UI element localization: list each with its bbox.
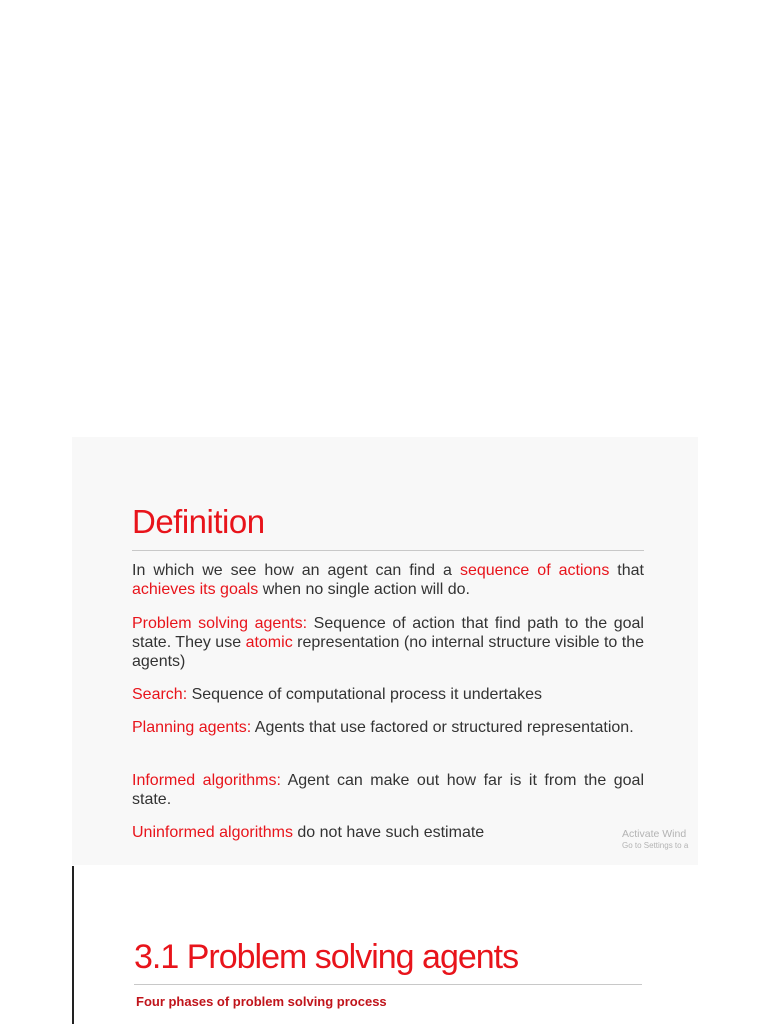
highlighted-term: achieves its goals (132, 581, 259, 598)
body-text: Agents that use factored or structured representation. (251, 719, 634, 736)
activate-windows-watermark (622, 827, 688, 851)
body-text: that (609, 562, 644, 579)
slide-title: 3.1 Problem solving agents (134, 938, 519, 976)
watermark-subline: Go to Settings to a (622, 841, 689, 850)
subheading: Four phases of problem solving process (136, 994, 387, 1009)
paragraph (132, 685, 644, 704)
highlighted-term: Planning agents: (132, 719, 252, 736)
body-text: Sequence of computational process it undertakes (187, 686, 543, 703)
paragraph (132, 823, 644, 842)
highlighted-term: Problem solving agents: (132, 615, 308, 632)
slide-problem-solving-agents (74, 866, 698, 1024)
watermark-line: Activate Wind (622, 828, 687, 840)
slide-definition (72, 437, 698, 865)
body-text: do not have such estimate (292, 824, 485, 841)
body-text: Sequence of action that find path to the goal state. They use (132, 615, 644, 651)
body-text: representation (no internal structure visible to the agents) (132, 634, 645, 670)
title-underline (134, 984, 642, 985)
paragraph (132, 561, 644, 599)
highlighted-term: Informed algorithms: (132, 772, 281, 789)
body-text: Agent can make out how far is it from the goal state. (132, 772, 645, 808)
paragraph (132, 614, 644, 671)
body-text: In which we see how an agent can find a (132, 562, 460, 579)
slide-title: Definition (132, 503, 265, 540)
highlighted-term: sequence of actions (459, 562, 610, 579)
highlighted-term: Search: (132, 686, 188, 703)
paragraph (132, 718, 644, 737)
body-text: when no single action will do. (258, 581, 470, 598)
paragraph (132, 771, 644, 809)
highlighted-term: Uninformed algorithms (132, 824, 293, 841)
highlighted-term: atomic (245, 634, 293, 651)
title-underline (132, 550, 644, 551)
